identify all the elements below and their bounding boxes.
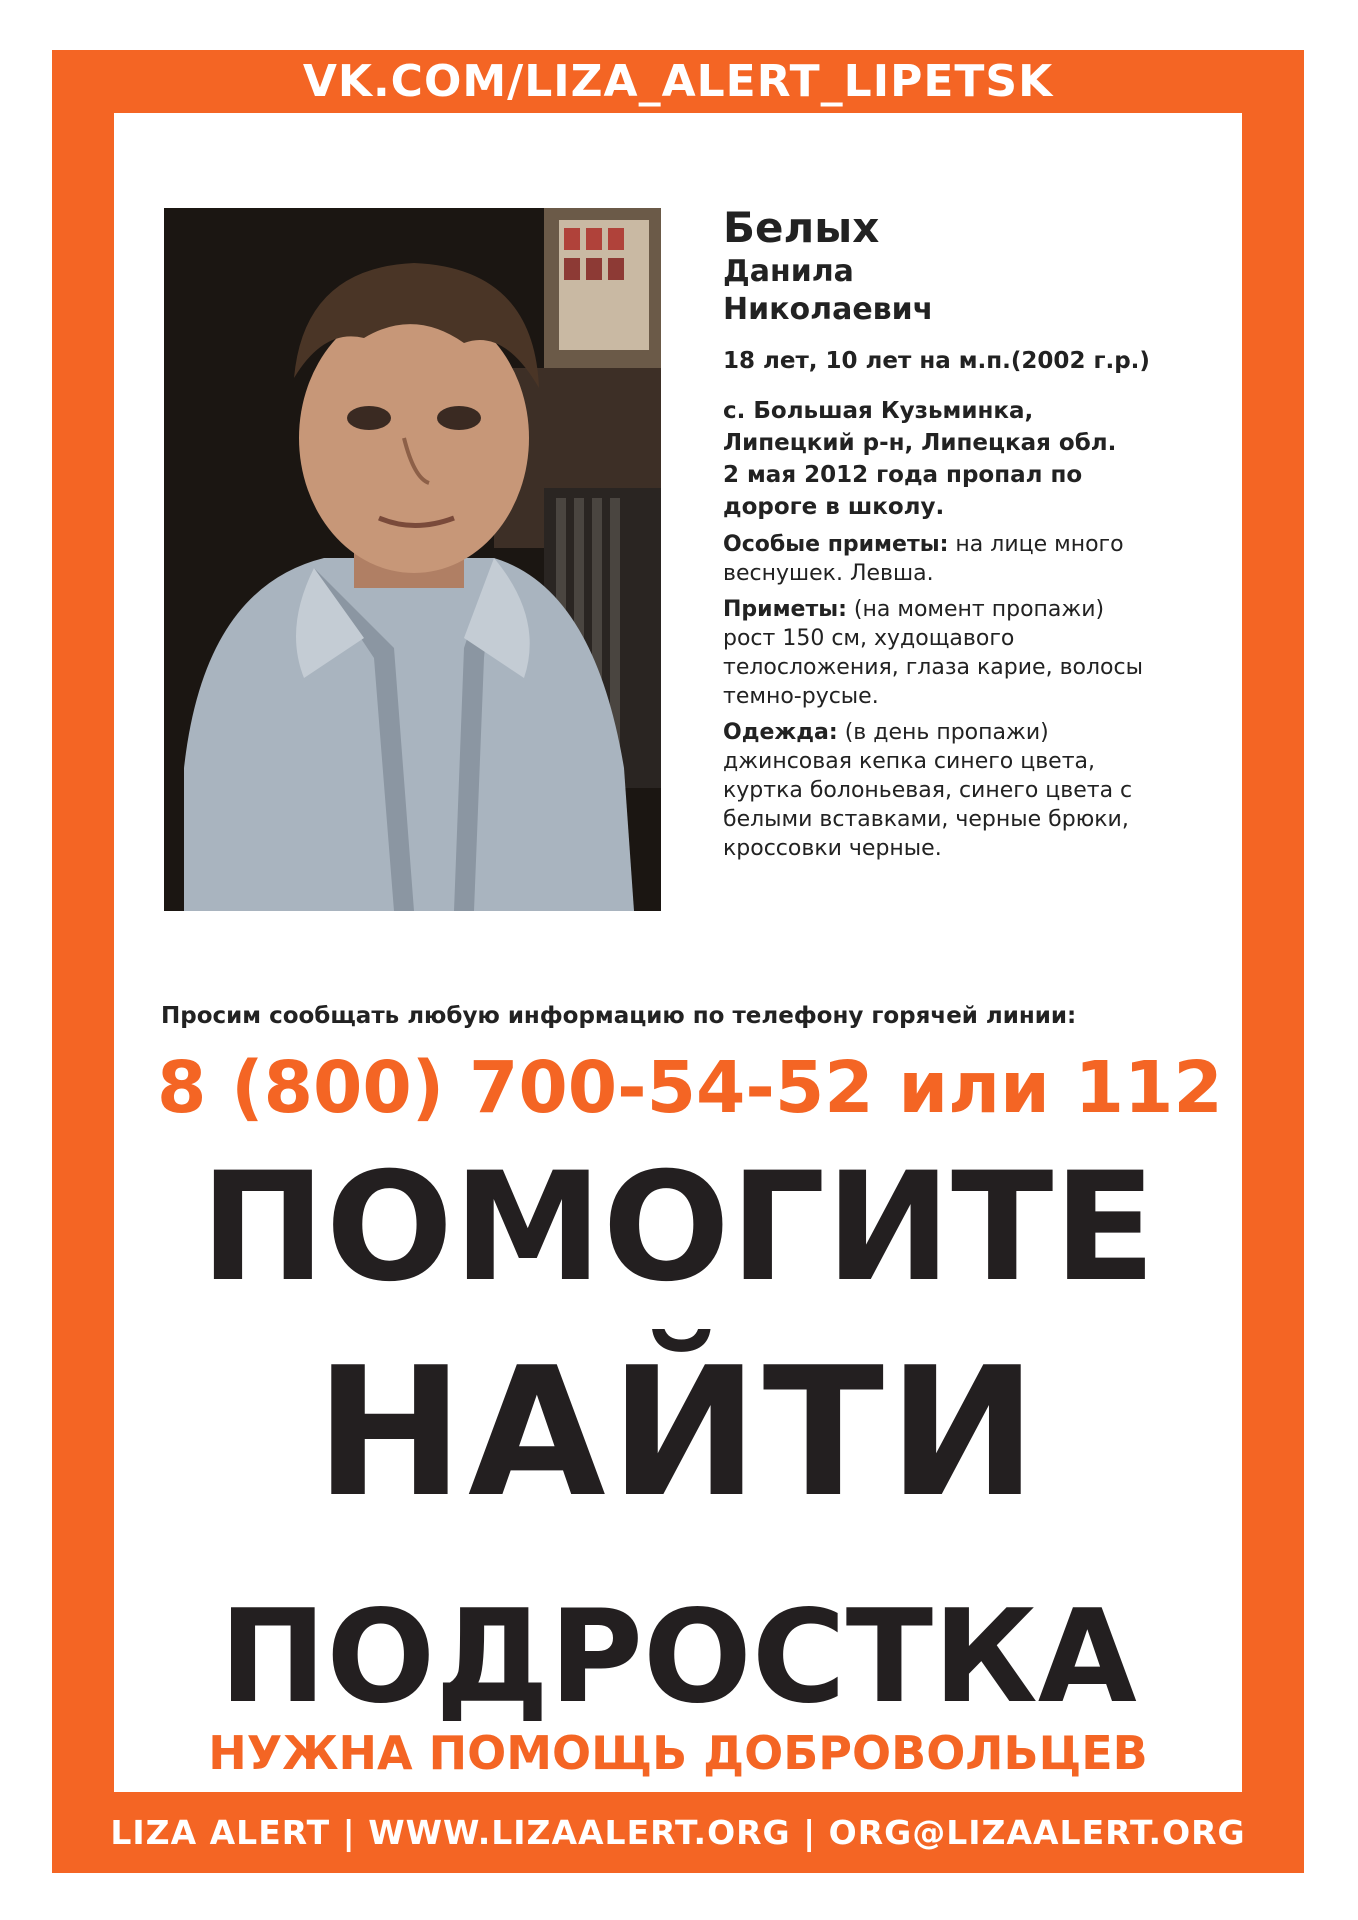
location-line: дороге в школу. bbox=[723, 494, 945, 520]
age-text: 18 лет, 10 лет на м.п.(2002 г.р.) bbox=[723, 348, 1150, 374]
clothing-line: джинсовая кепка синего цвета, bbox=[723, 749, 1096, 774]
volunteers-needed: НУЖНА ПОМОЩЬ ДОБРОВОЛЬЦЕВ bbox=[208, 1726, 1148, 1780]
clothing-label: Одежда: bbox=[723, 720, 838, 745]
hotline-request: Просим сообщать любую информацию по телефону горячей линии: bbox=[161, 1003, 1077, 1029]
poster-frame bbox=[52, 50, 1304, 1873]
footer-contacts[interactable]: LIZA ALERT | WWW.LIZAALERT.ORG | ORG@LIZAALERT.ORG bbox=[110, 1813, 1246, 1852]
features-label: Приметы: bbox=[723, 597, 847, 622]
special-marks-line: веснушек. Левша. bbox=[723, 561, 934, 586]
clothing-line: (в день пропажи) bbox=[837, 720, 1049, 745]
features-line: темно-русые. bbox=[723, 684, 879, 709]
poster-content bbox=[114, 113, 1242, 1792]
location-line: Липецкий р-н, Липецкая обл. bbox=[723, 430, 1117, 456]
location-text bbox=[723, 395, 1223, 523]
headline-line-2: НАЙТИ bbox=[314, 1329, 1042, 1536]
clothing-line: куртка болоньевая, синего цвета с bbox=[723, 778, 1133, 803]
hotline-phone[interactable]: 8 (800) 700-54-52 или 112 bbox=[157, 1046, 1223, 1129]
patronymic: Николаевич bbox=[723, 292, 934, 327]
features-line: телосложения, глаза карие, волосы bbox=[723, 655, 1143, 680]
features-line: (на момент пропажи) bbox=[846, 597, 1105, 622]
features-line: рост 150 см, худощавого bbox=[723, 626, 1015, 651]
features bbox=[723, 595, 1223, 711]
header-url[interactable]: VK.COM/LIZA_ALERT_LIPETSK bbox=[302, 56, 1054, 107]
clothing-line: кроссовки черные. bbox=[723, 836, 942, 861]
clothing bbox=[723, 718, 1223, 863]
special-marks bbox=[723, 530, 1223, 588]
special-marks-line: на лице много bbox=[948, 532, 1124, 557]
location-line: 2 мая 2012 года пропал по bbox=[723, 462, 1083, 488]
person-info bbox=[723, 203, 1223, 863]
missing-person-photo bbox=[164, 208, 661, 911]
headline-line-1: ПОМОГИТЕ bbox=[200, 1141, 1156, 1315]
clothing-line: белыми вставками, черные брюки, bbox=[723, 807, 1129, 832]
special-marks-label: Особые приметы: bbox=[723, 532, 949, 557]
location-line: с. Большая Кузьминка, bbox=[723, 398, 1034, 424]
headline-line-3: ПОДРОСТКА bbox=[219, 1583, 1137, 1732]
surname: Белых bbox=[723, 203, 880, 252]
first-name: Данила bbox=[723, 254, 854, 289]
